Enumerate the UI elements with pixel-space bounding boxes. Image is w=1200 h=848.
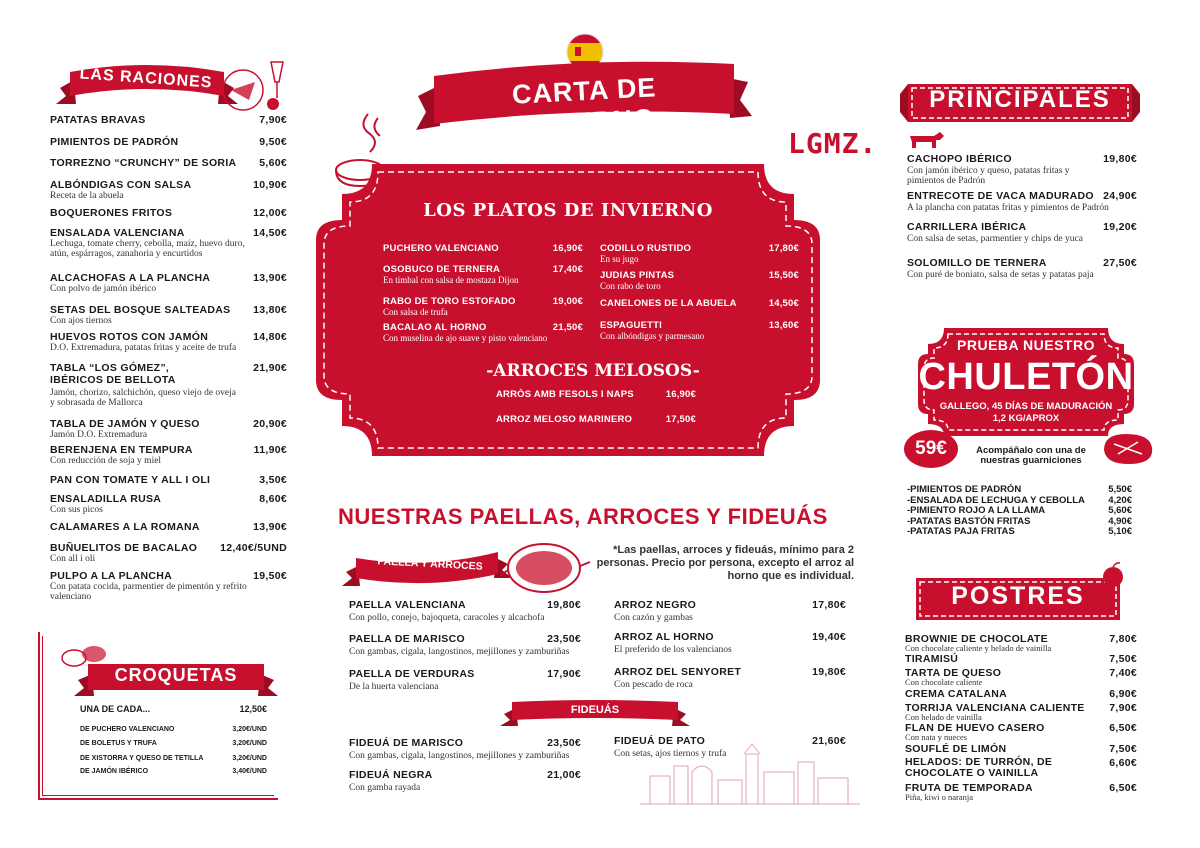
item-price: 10,90€ [253, 179, 287, 191]
item-price: 7,50€ [1109, 653, 1137, 665]
item-description: Piña, kiwi o naranja [905, 792, 973, 802]
item-name: ESPAGUETTI [600, 320, 662, 331]
item-name: ARROZ DEL SENYORET [614, 666, 742, 678]
item-name: CANELONES DE LA ABUELA [600, 298, 737, 309]
item-price: 14,50€ [253, 227, 287, 239]
item-price: 3,20€/UND [232, 726, 267, 733]
menu-item [50, 157, 287, 169]
item-name: ENSALADILLA RUSA [50, 493, 162, 505]
winter-dish [383, 322, 583, 333]
item-price: 17,80€ [812, 599, 846, 611]
winter-dish [383, 296, 583, 307]
postres-title: POSTRES [951, 582, 1085, 610]
item-price: 15,50€ [768, 270, 799, 281]
item-name: TORRIJA VALENCIANA CALIENTE [905, 702, 1085, 714]
chuleton-sub2: 1,2 KG/APROX [992, 413, 1060, 424]
item-description: Con gamba rayada [349, 783, 421, 793]
item-price: 9,50€ [259, 136, 287, 148]
item-price: 19,20€ [1103, 221, 1137, 233]
item-name: PAELLA DE MARISCO [349, 633, 465, 645]
menu-item [50, 331, 287, 343]
menu-item [50, 227, 287, 239]
item-name: TORREZNO “CRUNCHY” DE SORIA [50, 157, 237, 169]
item-description: Con albóndigas y parmesano [600, 331, 705, 341]
chuleton-title: CHULETÓN [918, 356, 1134, 398]
item-name: BERENJENA EN TEMPURA [50, 444, 193, 456]
item-name: TARTA DE QUESO [905, 667, 1002, 679]
item-price: 13,60€ [768, 320, 799, 331]
item-price: 3,20€/UND [232, 740, 267, 747]
croquetas-header-price: 12,50€ [239, 704, 267, 714]
item-name: PULPO A LA PLANCHA [50, 570, 173, 582]
paella-item [614, 631, 846, 643]
apple-icon [1098, 560, 1128, 588]
item-name: JUDIAS PINTAS [600, 270, 675, 281]
item-name: PUCHERO VALENCIANO [383, 243, 499, 254]
croquetas-icon [58, 640, 110, 670]
item-description: De la huerta valenciana [349, 682, 439, 692]
item-name: FIDEUÁ DE MARISCO [349, 737, 464, 749]
side-dish-item [907, 516, 1132, 527]
croquetas-header-label: UNA DE CADA... [80, 704, 151, 714]
croqueta-item [80, 755, 267, 762]
item-price: 19,50€ [253, 570, 287, 582]
menu-item [50, 521, 287, 533]
menu-item [50, 272, 287, 284]
item-price: 3,20€/UND [232, 755, 267, 762]
item-price: 21,00€ [547, 769, 581, 781]
item-name: CODILLO RUSTIDO [600, 243, 692, 254]
paella-ribbon-label: PAELLA Y ARROCES [377, 555, 483, 573]
item-name: -PIMIENTOS DE PADRÓN [907, 484, 1022, 495]
item-description: Con nata y nueces [905, 732, 968, 742]
paellas-title: NUESTRAS PAELLAS, ARROCES Y FIDEUÁS [338, 504, 828, 529]
menu-item [50, 179, 287, 191]
item-price: 5,60€ [259, 157, 287, 169]
item-description: Con muselina de ajo suave y pisto valenciano [383, 333, 548, 343]
item-name: ARROZ NEGRO [614, 599, 697, 611]
winter-title: LOS PLATOS DE INVIERNO [423, 200, 713, 221]
menu-item [50, 542, 287, 554]
item-name: BUÑUELITOS DE BACALAO [50, 542, 198, 554]
item-description: Jamón D.O. Extremadura [50, 430, 148, 440]
item-name: FLAN DE HUEVO CASERO [905, 722, 1045, 734]
fideuas-ribbon-label: FIDEUÁS [570, 704, 620, 716]
item-price: 7,90€ [259, 114, 287, 126]
item-price: 5,60€ [1108, 505, 1132, 516]
item-price: 19,00€ [552, 296, 583, 307]
item-description: Con helado de vainilla [905, 712, 982, 722]
item-name: ALCACHOFAS A LA PLANCHA [50, 272, 211, 284]
item-description: En su jugo [600, 254, 639, 264]
paella-item [614, 599, 846, 611]
item-name: BACALAO AL HORNO [383, 322, 487, 333]
croqueta-item [80, 740, 267, 747]
item-price: 12,40€/5UND [220, 542, 287, 554]
item-price: 5,10€ [1108, 526, 1132, 537]
item-price: 24,90€ [1103, 190, 1137, 202]
brand-logo: LGMZ. [788, 127, 878, 160]
item-description: Lechuga, tomate cherry, cebolla, maíz, huevo duro, atún, espárragos, zanahoria y encurtidos [50, 239, 245, 259]
item-description: Con chocolate caliente [905, 677, 983, 687]
item-price: 21,90€ [253, 362, 287, 374]
paella-item [349, 633, 581, 645]
main-course-item [907, 153, 1137, 165]
item-name: BOQUERONES FRITOS [50, 207, 173, 219]
item-price: 7,40€ [1109, 667, 1137, 679]
paella-pan-icon [500, 530, 592, 600]
item-name: CARRILLERA IBÉRICA [907, 221, 1027, 233]
main-course-item [907, 190, 1137, 202]
item-name: CACHOPO IBÉRICO [907, 153, 1012, 165]
item-price: 6,60€ [1109, 757, 1137, 769]
item-name: PIMIENTOS DE PADRÓN [50, 136, 179, 148]
item-name: ARROZ AL HORNO [614, 631, 714, 643]
item-description: Con rabo de toro [600, 281, 661, 291]
menu-item [50, 493, 287, 505]
item-description: Con reducción de soja y miel [50, 456, 162, 466]
item-description: Con patata cocida, parmentier de pimentón y refrito valenciano [50, 582, 247, 602]
item-name: PAELLA VALENCIANA [349, 599, 466, 611]
croqueta-item [80, 768, 267, 775]
steak-icon [1098, 428, 1158, 468]
arroz-meloso-item [496, 389, 696, 400]
item-name: SOUFLÉ DE LIMÓN [905, 743, 1007, 755]
item-name: PATATAS BRAVAS [50, 114, 146, 126]
winter-dish [383, 264, 583, 275]
menu-item [50, 570, 287, 582]
menu-item [50, 114, 287, 126]
item-name: TABLA DE JAMÓN Y QUESO [50, 418, 200, 430]
paella-item [349, 769, 581, 781]
raciones-title: LAS RACIONES [79, 65, 213, 92]
paella-item [349, 737, 581, 749]
item-name: SETAS DEL BOSQUE SALTEADAS [50, 304, 231, 316]
cow-icon [906, 128, 946, 152]
item-price: 19,80€ [1103, 153, 1137, 165]
croquetas-title: CROQUETAS [114, 665, 238, 685]
item-name: DE XISTORRA Y QUESO DE TETILLA [80, 755, 204, 762]
item-description: Con all i oli [50, 554, 96, 564]
main-course-item [907, 257, 1137, 269]
item-name: ARROZ MELOSO MARINERO [496, 414, 633, 425]
item-description: Con pescado de roca [614, 680, 693, 690]
item-name: BROWNIE DE CHOCOLATE [905, 633, 1048, 645]
item-price: 16,90€ [665, 389, 696, 400]
dessert-item [905, 757, 1137, 779]
item-price: 17,40€ [552, 264, 583, 275]
item-price: 3,50€ [259, 474, 287, 486]
item-price: 7,80€ [1109, 633, 1137, 645]
item-price: 20,90€ [253, 418, 287, 430]
arroz-meloso-item [496, 414, 696, 425]
main-title: CARTA DE INVIERNO [511, 72, 658, 141]
item-name: FIDEUÁ DE PATO [614, 735, 706, 747]
paellas-note: *Las paellas, arroces y fideuás, mínimo para 2 personas. Precio por persona, excepto el arroz al horno que es individual. [596, 544, 854, 582]
chuleton-sub1: GALLEGO, 45 DÍAS DE MADURACIÓN [939, 401, 1113, 412]
arroces-melosos-title: -ARROCES MELOSOS- [486, 361, 700, 381]
item-price: 14,80€ [253, 331, 287, 343]
item-description: Con cazón y gambas [614, 613, 693, 623]
item-price: 6,90€ [1109, 688, 1137, 700]
menu-item [50, 418, 287, 430]
item-description: Con setas, ajos tiernos y trufa [614, 749, 727, 759]
principales-title: PRINCIPALES [929, 86, 1111, 113]
item-name: HUEVOS ROTOS CON JAMÓN [50, 331, 209, 343]
item-price: 19,80€ [812, 666, 846, 678]
item-name: ARRÒS AMB FESOLS I NAPS [496, 389, 634, 400]
dessert-item [905, 653, 1137, 665]
chuleton-pre: PRUEBA NUESTRO [957, 337, 1095, 353]
item-price: 21,50€ [552, 322, 583, 333]
winter-dish [383, 243, 583, 254]
item-price: 8,60€ [259, 493, 287, 505]
winter-dish [600, 243, 799, 254]
item-price: 13,80€ [253, 304, 287, 316]
item-price: 19,80€ [547, 599, 581, 611]
item-price: 16,90€ [552, 243, 583, 254]
main-course-item [907, 221, 1137, 233]
item-name: DE PUCHERO VALENCIANO [80, 726, 175, 733]
item-name: PAELLA DE VERDURAS [349, 668, 475, 680]
item-name: TIRAMISÚ [905, 653, 959, 665]
item-description: Con pollo, conejo, bajoqueta, caracoles y alcachofa [349, 613, 545, 623]
menu-item [50, 362, 287, 386]
item-price: 11,90€ [253, 444, 287, 456]
winter-dish [600, 270, 799, 281]
item-description: A la plancha con patatas fritas y pimientos de Padrón [907, 203, 1109, 213]
item-price: 3,40€/UND [232, 768, 267, 775]
item-price: 23,50€ [547, 737, 581, 749]
item-description: Con jamón ibérico y queso, patatas fritas y pimientos de Padrón [907, 166, 1070, 186]
item-description: Con gambas, cigala, langostinos, mejillones y zamburiñas [349, 751, 570, 761]
item-price: 17,80€ [768, 243, 799, 254]
item-name: ENSALADA VALENCIANA [50, 227, 185, 239]
side-dish-item [907, 526, 1132, 537]
item-description: Con sus picos [50, 505, 103, 515]
item-name: DE JAMÓN IBÉRICO [80, 768, 149, 775]
winter-dish [600, 320, 799, 331]
item-price: 17,50€ [665, 414, 696, 425]
item-price: 21,60€ [812, 735, 846, 747]
tapas-illustration-icon [215, 52, 290, 112]
side-dish-item [907, 495, 1132, 506]
item-price: 12,00€ [253, 207, 287, 219]
item-price: 5,50€ [1108, 484, 1132, 495]
item-description: Jamón, chorizo, salchichón, queso viejo de oveja y sobrasada de Mallorca [50, 388, 236, 408]
item-name: ALBÓNDIGAS CON SALSA [50, 179, 192, 191]
side-dish-item [907, 505, 1132, 516]
valencia-skyline-icon [640, 742, 860, 806]
item-name: -PATATAS BASTÓN FRITAS [907, 515, 1031, 527]
dessert-item [905, 743, 1137, 755]
item-price: 4,20€ [1108, 494, 1132, 506]
item-name: TABLA “LOS GÓMEZ”, IBÉRICOS DE BELLOTA [50, 362, 176, 386]
item-name: SOLOMILLO DE TERNERA [907, 257, 1047, 269]
side-dish-item [907, 484, 1132, 495]
item-description: El preferido de los valencianos [614, 645, 732, 655]
item-description: D.O. Extremadura, patatas fritas y aceite de trufa [50, 343, 237, 353]
item-price: 17,90€ [547, 668, 581, 680]
menu-item [50, 207, 287, 219]
item-price: 19,40€ [812, 631, 846, 643]
paella-item [614, 666, 846, 678]
item-name: HELADOS: DE TURRÓN, DE CHOCOLATE O VAINILLA [905, 756, 1053, 779]
item-price: 6,50€ [1109, 722, 1137, 734]
item-description: Con chocolate caliente y helado de vainilla [905, 643, 1052, 653]
item-name: ENTRECOTE DE VACA MADURADO [907, 190, 1094, 202]
item-price: 14,50€ [768, 298, 799, 309]
item-description: Receta de la abuela [50, 191, 124, 201]
item-description: Con ajos tiernos [50, 316, 112, 326]
menu-item [50, 474, 287, 486]
paella-item [349, 599, 581, 611]
item-name: CALAMARES A LA ROMANA [50, 521, 200, 533]
item-description: Con polvo de jamón ibérico [50, 284, 157, 294]
menu-item [50, 444, 287, 456]
item-price: 13,90€ [253, 521, 287, 533]
item-name: OSOBUCO DE TERNERA [383, 264, 501, 275]
item-name: FIDEUÁ NEGRA [349, 769, 433, 781]
item-description: Con puré de boniato, salsa de setas y patatas paja [907, 270, 1094, 280]
item-description: Con salsa de setas, parmentier y chips de yuca [907, 234, 1083, 244]
item-name: -PATATAS PAJA FRITAS [907, 526, 1015, 537]
item-name: RABO DE TORO ESTOFADO [383, 296, 516, 307]
item-price: 6,50€ [1109, 782, 1137, 794]
item-price: 23,50€ [547, 633, 581, 645]
item-name: FRUTA DE TEMPORADA [905, 782, 1033, 794]
item-description: Con gambas, cigala, langostinos, mejillones y zamburiñas [349, 647, 570, 657]
item-description: Con salsa de trufa [383, 307, 448, 317]
item-name: PAN CON TOMATE Y ALL I OLI [50, 474, 211, 486]
dessert-item [905, 688, 1137, 700]
croqueta-item [80, 726, 267, 733]
item-price: 7,50€ [1109, 743, 1137, 755]
item-price: 13,90€ [253, 272, 287, 284]
paella-item [349, 668, 581, 680]
item-name: -ENSALADA DE LECHUGA Y CEBOLLA [907, 494, 1085, 506]
menu-item [50, 136, 287, 148]
item-name: CREMA CATALANA [905, 688, 1007, 700]
item-name: -PIMIENTO ROJO A LA LLAMA [907, 505, 1046, 516]
menu-item [50, 304, 287, 316]
item-price: 27,50€ [1103, 257, 1137, 269]
item-description: En timbal con salsa de mostaza Dijon [383, 275, 519, 285]
item-price: 4,90€ [1108, 515, 1132, 527]
winter-dish [600, 298, 799, 309]
item-name: DE BOLETUS Y TRUFA [80, 740, 157, 747]
item-price: 7,90€ [1109, 702, 1137, 714]
chuleton-note: Acompáñalo con una de nuestras guarniciones [976, 445, 1086, 466]
chuleton-price: 59€ [904, 430, 958, 468]
